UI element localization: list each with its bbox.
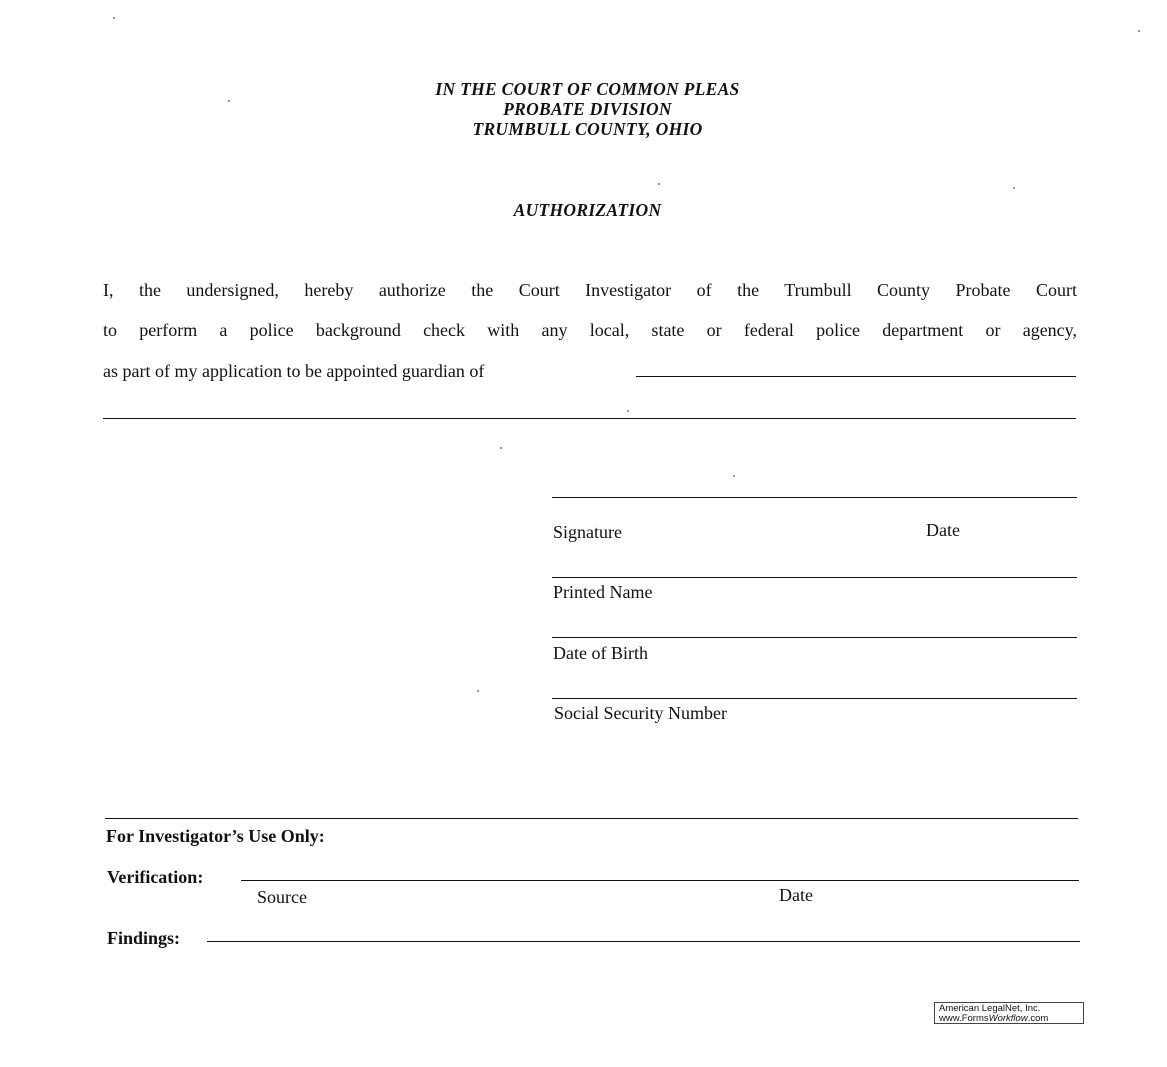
division-name: PROBATE DIVISION (503, 99, 672, 119)
investigator-divider (105, 818, 1078, 819)
county-name: TRUMBULL COUNTY, OHIO (472, 119, 703, 139)
scan-speck (228, 100, 230, 102)
scan-speck (733, 475, 735, 477)
verification-line[interactable] (241, 880, 1079, 881)
investigator-heading: For Investigator’s Use Only: (106, 826, 325, 846)
findings-label: Findings: (107, 928, 181, 948)
scan-speck (477, 690, 479, 692)
ssn-label: Social Security Number (554, 703, 727, 723)
printed-name-label: Printed Name (553, 582, 653, 602)
verification-label: Verification: (107, 867, 204, 887)
document-title: AUTHORIZATION (513, 200, 662, 220)
publisher-name: American LegalNet, Inc. (939, 1003, 1041, 1014)
scan-speck (1138, 30, 1140, 32)
dob-line[interactable] (552, 637, 1077, 638)
verification-date-label: Date (779, 885, 813, 905)
ssn-line[interactable] (552, 698, 1077, 699)
scan-speck (658, 183, 660, 185)
signature-label: Signature (553, 522, 622, 542)
scan-speck (113, 17, 115, 19)
body-line-1: I, the undersigned, hereby authorize the Court Investigator of the Trumbull County Probate Court (103, 280, 1077, 300)
scan-speck (627, 410, 629, 412)
ward-name-line[interactable] (636, 376, 1076, 377)
body-line-3: as part of my application to be appointed guardian of (103, 361, 485, 381)
scan-speck (1013, 187, 1015, 189)
printed-name-line[interactable] (552, 577, 1077, 578)
signature-line[interactable] (552, 497, 1077, 498)
court-name: IN THE COURT OF COMMON PLEAS (435, 79, 740, 99)
publisher-website: www.FormsWorkflow.com (939, 1013, 1049, 1024)
verification-source-label: Source (257, 887, 307, 907)
publisher-logo (934, 1002, 1084, 1024)
dob-label: Date of Birth (553, 643, 648, 663)
ward-name-line-2[interactable] (103, 418, 1076, 419)
findings-line[interactable] (207, 941, 1080, 942)
signature-date-label: Date (926, 520, 960, 540)
body-line-2: to perform a police background check with any local, state or federal police department or agency, (103, 320, 1077, 340)
scan-speck (500, 447, 502, 449)
